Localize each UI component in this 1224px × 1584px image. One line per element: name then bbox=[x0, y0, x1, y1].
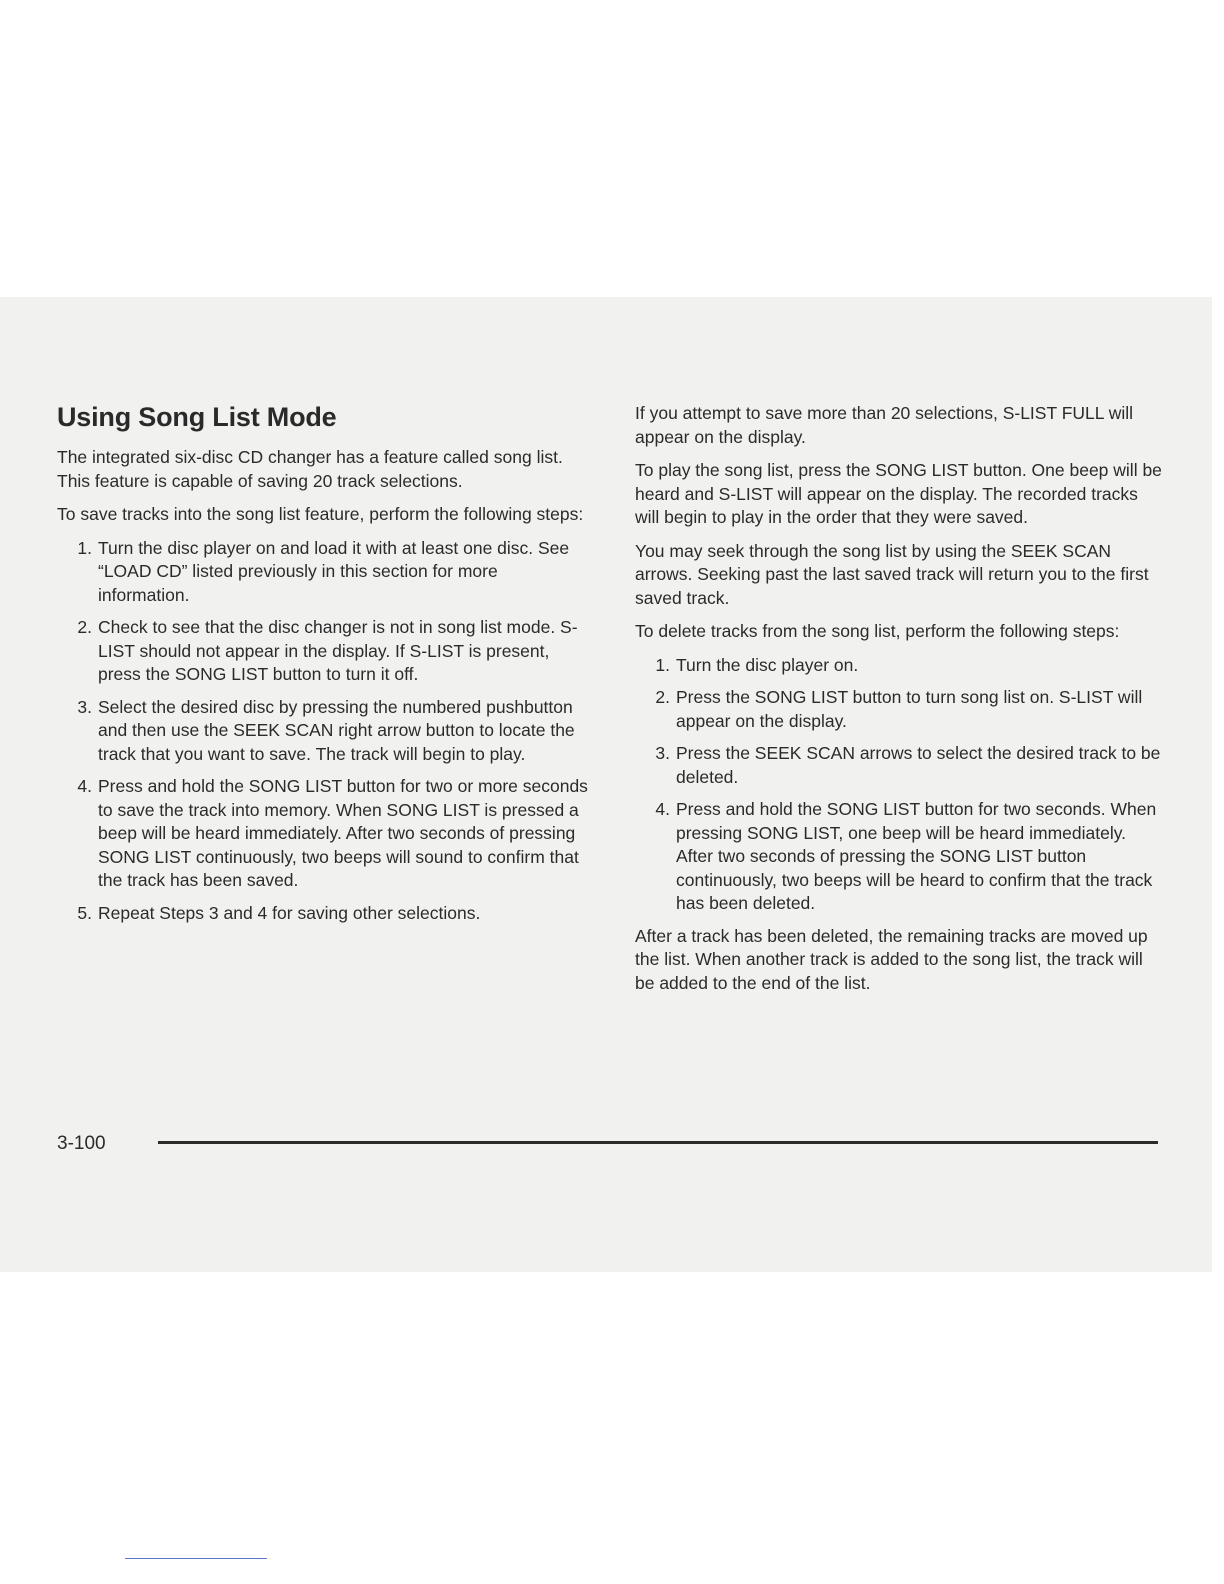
step-number: 2. bbox=[77, 617, 92, 637]
step-text: Check to see that the disc changer is not in song list mode. S-LIST should not appear in the display. If S-LIST is present, press the SONG LIST button to turn it off. bbox=[98, 617, 578, 684]
left-column bbox=[57, 400, 592, 934]
step-text: Press the SONG LIST button to turn song list on. S-LIST will appear on the display. bbox=[676, 687, 1143, 731]
list-item bbox=[635, 654, 1165, 678]
step-number: 3. bbox=[77, 696, 92, 717]
step-text: Press the SEEK SCAN arrows to select the desired track to be deleted. bbox=[676, 743, 1161, 787]
after-delete-paragraph: After a track has been deleted, the remaining tracks are moved up the list. When another track is added to the song list, the track will be added to the end of the list. bbox=[635, 925, 1148, 993]
save-intro-paragraph: To save tracks into the song list feature, perform the following steps: bbox=[57, 504, 584, 524]
list-item bbox=[57, 775, 592, 893]
list-item bbox=[57, 696, 592, 767]
step-text: Turn the disc player on. bbox=[676, 654, 859, 675]
intro-paragraph: The integrated six-disc CD changer has a feature called song list. This feature is capable of saving 20 track selections. bbox=[57, 447, 563, 491]
list-item bbox=[57, 537, 592, 608]
right-column bbox=[635, 402, 1165, 1005]
step-number: 1. bbox=[77, 537, 92, 558]
step-number: 4. bbox=[655, 799, 670, 819]
step-text: Repeat Steps 3 and 4 for saving other selections. bbox=[98, 902, 481, 923]
step-number: 3. bbox=[655, 743, 670, 763]
step-number: 4. bbox=[77, 776, 92, 796]
step-text: Press and hold the SONG LIST button for two or more seconds to save the track into memory. When SONG LIST is pressed a beep will be heard immediately. After two seconds of pressing SONG LIST continuously, two beeps will sound to confirm that the track has been saved. bbox=[98, 776, 588, 890]
full-note-paragraph: If you attempt to save more than 20 selections, S-LIST FULL will appear on the display. bbox=[635, 403, 1134, 447]
delete-intro-paragraph: To delete tracks from the song list, perform the following steps: bbox=[635, 621, 1120, 641]
step-text: Select the desired disc by pressing the numbered pushbutton and then use the SEEK SCAN right arrow button to locate the track that you want to save. The track will begin to play. bbox=[98, 696, 575, 764]
list-item bbox=[635, 686, 1165, 733]
step-text: Press and hold the SONG LIST button for two seconds. When pressing SONG LIST, one beep will be heard immediately. After two seconds of pressing the SONG LIST button continuously, two beeps will be heard to confirm that the track has been deleted. bbox=[676, 799, 1157, 913]
list-item bbox=[635, 742, 1165, 789]
step-number: 2. bbox=[655, 687, 670, 707]
save-steps-list bbox=[57, 537, 592, 926]
step-text: Turn the disc player on and load it with at least one disc. See “LOAD CD” listed previously in this section for more information. bbox=[98, 537, 570, 605]
step-number: 1. bbox=[655, 654, 670, 675]
footer-divider bbox=[158, 1141, 1158, 1144]
list-item bbox=[635, 798, 1165, 916]
play-note-paragraph: To play the song list, press the SONG LIST button. One beep will be heard and S-LIST will appear on the display. The recorded tracks will begin to play in the order that they were saved. bbox=[635, 460, 1162, 527]
section-title: Using Song List Mode bbox=[57, 402, 337, 432]
delete-steps-list bbox=[635, 654, 1165, 916]
list-item bbox=[57, 902, 592, 926]
bottom-underline-divider bbox=[125, 1558, 267, 1559]
page-number: 3-100 bbox=[57, 1133, 106, 1154]
list-item bbox=[57, 616, 592, 687]
seek-note-paragraph: You may seek through the song list by using the SEEK SCAN arrows. Seeking past the last saved track will return you to the first saved track. bbox=[635, 540, 1149, 608]
step-number: 5. bbox=[77, 902, 92, 923]
